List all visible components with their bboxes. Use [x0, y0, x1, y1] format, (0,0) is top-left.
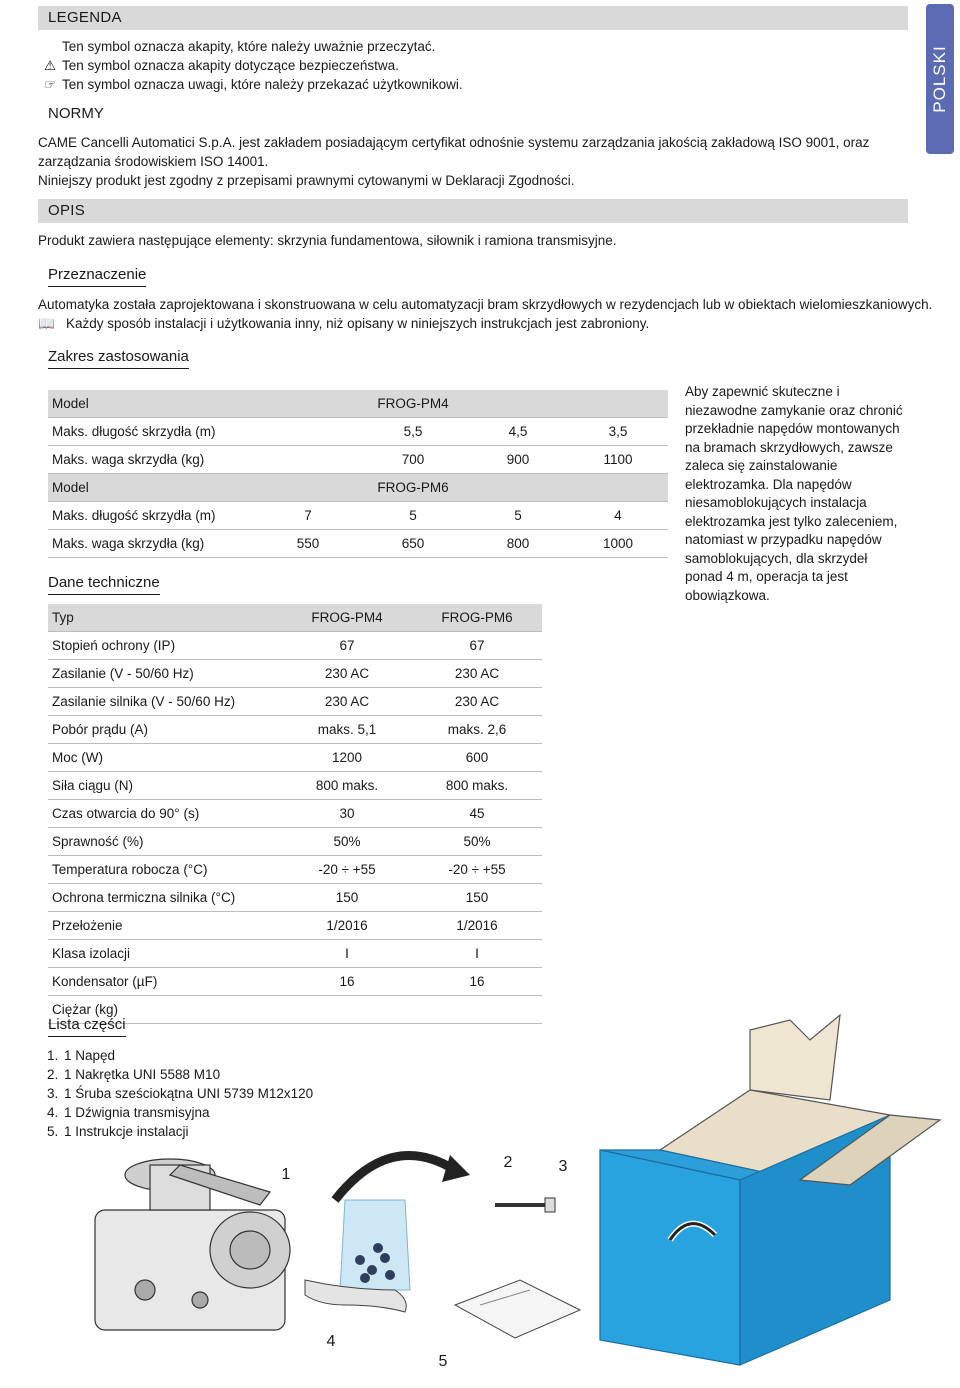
hand-pointer-icon: ☞: [44, 77, 57, 92]
table-cell: 50%: [412, 828, 542, 856]
table-row: [48, 390, 668, 418]
table-cell: 150: [412, 884, 542, 912]
table-cell: 230 AC: [282, 660, 412, 688]
table-row: [48, 660, 542, 688]
table-cell: 700: [358, 446, 468, 474]
callout-1: 1: [281, 1166, 291, 1183]
table-cell: 600: [412, 744, 542, 772]
table-cell: Ochrona termiczna silnika (°C): [48, 884, 282, 912]
book-icon: 📖: [38, 316, 55, 331]
table-cell: FROG-PM4: [358, 390, 468, 418]
table-cell: I: [282, 940, 412, 968]
screw-drawing: [495, 1198, 555, 1212]
table-row: [48, 418, 668, 446]
bolt-bag-drawing: [340, 1200, 410, 1290]
zakres-table: [48, 390, 668, 558]
table-cell: Model: [48, 474, 258, 502]
table-cell: 1/2016: [412, 912, 542, 940]
table-cell: 45: [412, 800, 542, 828]
table-cell: Maks. długość skrzydła (m): [48, 418, 258, 446]
table-cell: 150: [282, 884, 412, 912]
przeznaczenie-note-text: Każdy sposób instalacji i użytkowania inny, niż opisany w niniejszych instrukcjach jest zabroniony.: [66, 316, 650, 331]
table-cell: 230 AC: [282, 688, 412, 716]
table-cell: I: [412, 940, 542, 968]
arrow-icon: [335, 1155, 455, 1200]
table-cell: 7: [258, 502, 358, 530]
legenda-item-text: Ten symbol oznacza akapity dotyczące bezpieczeństwa.: [62, 58, 399, 73]
table-cell: 1100: [568, 446, 668, 474]
table-row: [48, 912, 542, 940]
table-cell: 16: [412, 968, 542, 996]
table-cell: Sprawność (%): [48, 828, 282, 856]
table-cell: 67: [282, 632, 412, 660]
legenda-item-1: [62, 37, 435, 56]
table-cell: 800 maks.: [282, 772, 412, 800]
table-cell: 16: [282, 968, 412, 996]
table-cell: Kondensator (µF): [48, 968, 282, 996]
table-cell: 1000: [568, 530, 668, 558]
language-tab[interactable]: [926, 4, 954, 154]
table-row: [48, 530, 668, 558]
table-cell: 230 AC: [412, 688, 542, 716]
dane-header-cell: FROG-PM6: [412, 604, 542, 632]
dane-title: Dane techniczne: [48, 573, 160, 595]
table-row: [48, 446, 668, 474]
table-cell: 5: [358, 502, 468, 530]
table-cell: Temperatura robocza (°C): [48, 856, 282, 884]
list-item: 4. 1 Dźwignia transmisyjna: [62, 1103, 313, 1122]
table-cell: Przełożenie: [48, 912, 282, 940]
table-row: [48, 688, 542, 716]
table-cell: [468, 390, 568, 418]
normy-paragraph: CAME Cancelli Automatici S.p.A. jest zakładem posiadającym certyfikat odnośnie systemu zarządzania jakością zakładową ISO 9001, oraz zarządzania środowiskiem ISO 14001.: [38, 135, 870, 169]
table-cell: 4,5: [468, 418, 568, 446]
table-cell: Czas otwarcia do 90° (s): [48, 800, 282, 828]
table-cell: Siła ciągu (N): [48, 772, 282, 800]
zakres-title: Zakres zastosowania: [48, 347, 189, 369]
callout-5: 5: [438, 1353, 448, 1370]
lista-title: Lista części: [48, 1015, 126, 1037]
opis-header: OPIS: [38, 199, 908, 223]
table-cell: maks. 5,1: [282, 716, 412, 744]
list-item: 5. 1 Instrukcje instalacji: [62, 1122, 313, 1141]
table-cell: 50%: [282, 828, 412, 856]
przeznaczenie-paragraph: Automatyka została zaprojektowana i skonstruowana w celu automatyzacji bram skrzydłowych w rezydencjach lub w obiektach wielomieszkaniowych.: [38, 297, 933, 312]
legenda-item-text: Ten symbol oznacza akapity, które należy uważnie przeczytać.: [62, 39, 436, 54]
list-item: 1. 1 Napęd: [62, 1046, 313, 1065]
callout-4: 4: [326, 1333, 336, 1350]
dane-header-cell: FROG-PM4: [282, 604, 412, 632]
table-row: [48, 828, 542, 856]
table-cell: 5,5: [358, 418, 468, 446]
table-row: [48, 716, 542, 744]
table-cell: Maks. długość skrzydła (m): [48, 502, 258, 530]
table-cell: Ciężar (kg): [48, 996, 282, 1024]
table-cell: FROG-PM6: [358, 474, 468, 502]
table-row: [48, 772, 542, 800]
legenda-item-2: [44, 56, 399, 75]
table-cell: 67: [412, 632, 542, 660]
table-cell: maks. 2,6: [412, 716, 542, 744]
dane-header-cell: Typ: [48, 604, 282, 632]
opis-paragraph: Produkt zawiera następujące elementy: skrzynia fundamentowa, siłownik i ramiona transmisyjne.: [38, 233, 617, 248]
table-cell: -20 ÷ +55: [412, 856, 542, 884]
table-cell: Pobór prądu (A): [48, 716, 282, 744]
legenda-item-text: Ten symbol oznacza uwagi, które należy przekazać użytkownikowi.: [62, 77, 463, 92]
table-cell: -20 ÷ +55: [282, 856, 412, 884]
table-cell: [258, 390, 358, 418]
table-cell: [568, 390, 668, 418]
table-cell: Zasilanie (V - 50/60 Hz): [48, 660, 282, 688]
table-cell: [258, 418, 358, 446]
table-cell: Maks. waga skrzydła (kg): [48, 530, 258, 558]
table-row: [48, 884, 542, 912]
manual-drawing: [455, 1280, 580, 1338]
table-row: [48, 800, 542, 828]
table-row: [48, 632, 542, 660]
table-row: [48, 502, 668, 530]
table-cell: Klasa izolacji: [48, 940, 282, 968]
table-cell: [468, 474, 568, 502]
table-cell: 5: [468, 502, 568, 530]
foundation-box-drawing: [600, 1015, 940, 1365]
table-cell: Model: [48, 390, 258, 418]
table-cell: 900: [468, 446, 568, 474]
przeznaczenie-title: Przeznaczenie: [48, 265, 146, 287]
callout-2: 2: [503, 1154, 513, 1171]
table-cell: 800: [468, 530, 568, 558]
table-cell: Maks. waga skrzydła (kg): [48, 446, 258, 474]
table-cell: 800 maks.: [412, 772, 542, 800]
legenda-item-3: [44, 75, 463, 94]
normy-title: NORMY: [48, 105, 104, 122]
table-cell: 1/2016: [282, 912, 412, 940]
table-cell: 30: [282, 800, 412, 828]
table-cell: 650: [358, 530, 468, 558]
table-cell: 550: [258, 530, 358, 558]
warning-icon: ⚠: [44, 58, 57, 73]
table-cell: [258, 474, 358, 502]
table-cell: 1200: [282, 744, 412, 772]
table-cell: 3,5: [568, 418, 668, 446]
legenda-header: LEGENDA: [38, 6, 908, 30]
table-cell: Zasilanie silnika (V - 50/60 Hz): [48, 688, 282, 716]
list-item: 2. 1 Nakrętka UNI 5588 M10: [62, 1065, 313, 1084]
dane-header-row: [48, 604, 542, 632]
table-cell: [568, 474, 668, 502]
normy-paragraph-2: Niniejszy produkt jest zgodny z przepisami prawnymi cytowanymi w Deklaracji Zgodności.: [38, 173, 575, 188]
zakres-note: Aby zapewnić skuteczne i niezawodne zamykanie oraz chronić przekładnie napędów montowanych na bramach skrzydłowych, zawsze zaleca się zainstalowanie elektrozamka. Dla napędów niesamoblokujących instalacja elektrozamka jest tylko zaleceniem, natomiast w przypadku napędów samoblokujących, dla skrzydeł ponad 4 m, operacja ta jest obowiązkowa.: [685, 384, 903, 603]
table-row: [48, 474, 668, 502]
table-row: [48, 856, 542, 884]
table-row: [48, 744, 542, 772]
table-cell: 4: [568, 502, 668, 530]
list-item: 3. 1 Śruba sześciokątna UNI 5739 M12x120: [62, 1084, 313, 1103]
table-cell: Moc (W): [48, 744, 282, 772]
przeznaczenie-note: [38, 314, 649, 333]
language-tab-label: POLSKI: [930, 45, 949, 113]
motor-drawing: [95, 1159, 290, 1330]
table-cell: Stopień ochrony (IP): [48, 632, 282, 660]
table-cell: [258, 446, 358, 474]
table-cell: 230 AC: [412, 660, 542, 688]
callout-3: 3: [558, 1158, 568, 1175]
